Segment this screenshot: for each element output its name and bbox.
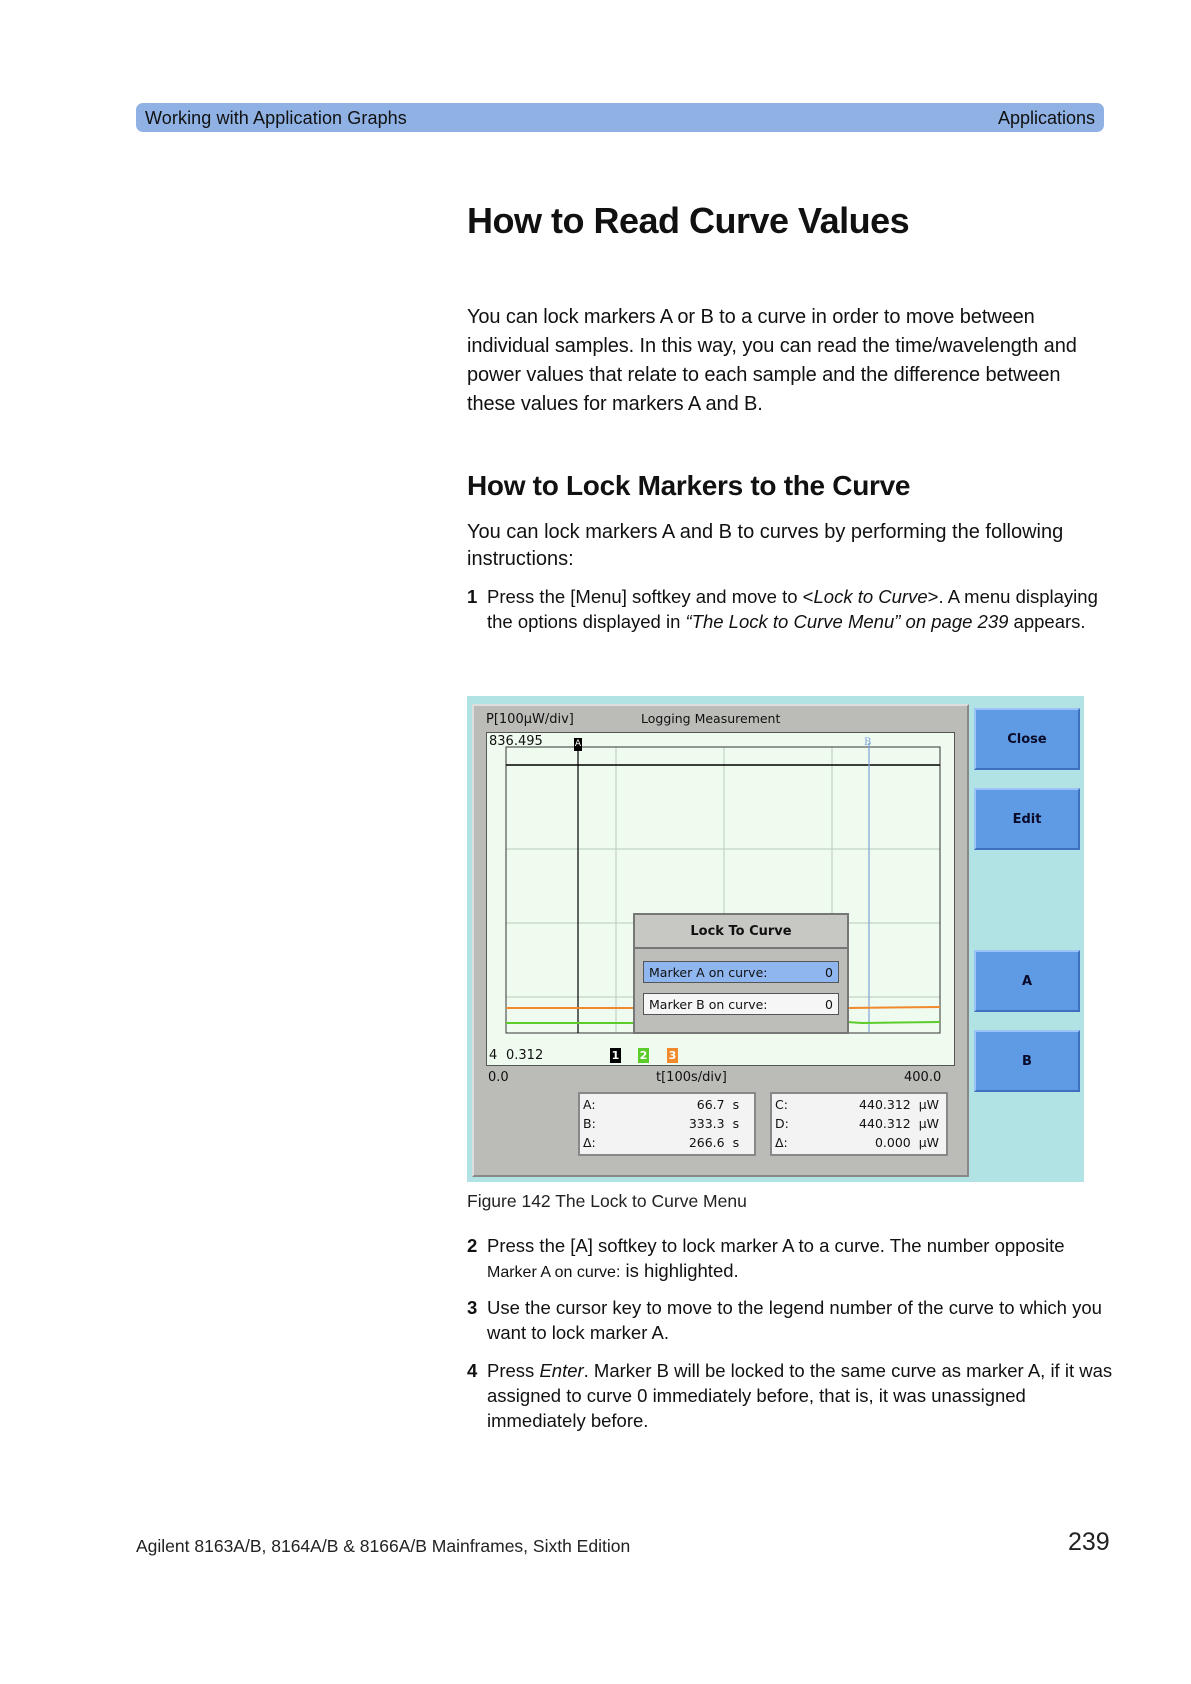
y-bottom-prefix: 4 [489, 1048, 498, 1063]
step-text: Press Enter. Marker B will be locked to the same curve as marker A, if it was assigned to curve 0 immediately before, that is, it was unassigned immediately before. [487, 1360, 1113, 1431]
y-bottom-value: 0.312 [506, 1048, 544, 1063]
page-title: How to Read Curve Values [467, 200, 910, 241]
readout-row-delta: Δ: 266.6 s [583, 1135, 740, 1150]
step-3 [467, 1295, 1117, 1345]
intro-paragraph: You can lock markers A or B to a curve in order to move between individual samples. In this way, you can read the time/wavelength and power values that relate to each sample and the difference between these values for markers A and B. [467, 306, 1077, 415]
x-min-value: 0.0 [488, 1070, 509, 1085]
x-unit-label: t[100s/div] [656, 1070, 727, 1085]
step-1 [467, 584, 1117, 634]
plot-area [486, 732, 955, 1066]
readout-row-c: C: 440.312 µW [775, 1097, 940, 1112]
lock-to-curve-menu [633, 913, 849, 1034]
step-text: Press the [Menu] softkey and move to <Lock to Curve>. A menu displaying the options displayed in “The Lock to Curve Menu” on page 239 appears. [487, 586, 1098, 632]
marker-b-flag[interactable]: B [864, 737, 872, 748]
step-number: 3 [467, 1297, 478, 1318]
readout-row-d: D: 440.312 µW [775, 1116, 940, 1131]
x-max-value: 400.0 [904, 1070, 942, 1085]
marker-a-flag[interactable]: A [574, 739, 582, 749]
time-readout [578, 1092, 756, 1156]
marker-a-row[interactable] [643, 961, 839, 983]
step-number: 4 [467, 1360, 478, 1381]
readout-row-b: B: 333.3 s [583, 1116, 740, 1131]
power-readout [770, 1092, 948, 1156]
edit-softkey[interactable]: Edit [974, 788, 1080, 850]
y-top-value: 836.495 [489, 734, 543, 749]
legend-2[interactable]: 2 [639, 1049, 648, 1062]
marker-a-label: Marker A on curve: [649, 964, 768, 980]
marker-b-row[interactable] [643, 993, 839, 1015]
readout-row-delta-power: Δ: 0.000 µW [775, 1135, 940, 1150]
readout-row-a: A: 66.7 s [583, 1097, 740, 1112]
cross-reference-link[interactable]: “The Lock to Curve Menu” on page 239 [685, 611, 1009, 632]
figure-lock-to-curve [467, 696, 1084, 1182]
step-text: Press the [A] softkey to lock marker A to a curve. The number opposite Marker A on curve: is highlighted. [487, 1235, 1065, 1281]
running-header [136, 103, 1104, 132]
section-title: How to Lock Markers to the Curve [467, 470, 911, 501]
header-chapter-title: Working with Application Graphs [145, 108, 407, 128]
a-softkey[interactable]: A [974, 950, 1080, 1012]
y-unit-label: P[100µW/div] [486, 712, 574, 727]
marker-a-value[interactable]: 0 [825, 964, 833, 980]
footer-book-title: Agilent 8163A/B, 8164A/B & 8166A/B Mainframes, Sixth Edition [136, 1536, 631, 1556]
step-2 [467, 1233, 1117, 1285]
close-softkey[interactable]: Close [974, 708, 1080, 770]
step-4 [467, 1358, 1117, 1433]
figure-caption: Figure 142 The Lock to Curve Menu [467, 1191, 747, 1211]
marker-b-value[interactable]: 0 [825, 996, 833, 1012]
menu-title: Lock To Curve [635, 915, 847, 949]
legend-3[interactable]: 3 [668, 1049, 677, 1062]
header-section-title: Applications [997, 108, 1095, 128]
b-softkey[interactable]: B [974, 1030, 1080, 1092]
legend-1[interactable]: 1 [611, 1049, 620, 1062]
instrument-screen [472, 704, 969, 1177]
page-number: 239 [1068, 1528, 1110, 1556]
step-text: Use the cursor key to move to the legend number of the curve to which you want to lock marker A. [487, 1297, 1102, 1343]
section-lead: You can lock markers A and B to curves by performing the following instructions: [467, 521, 1064, 570]
marker-b-label: Marker B on curve: [649, 996, 768, 1012]
step-number: 2 [467, 1235, 478, 1256]
step-number: 1 [467, 586, 478, 607]
screen-title: Logging Measurement [641, 711, 781, 726]
